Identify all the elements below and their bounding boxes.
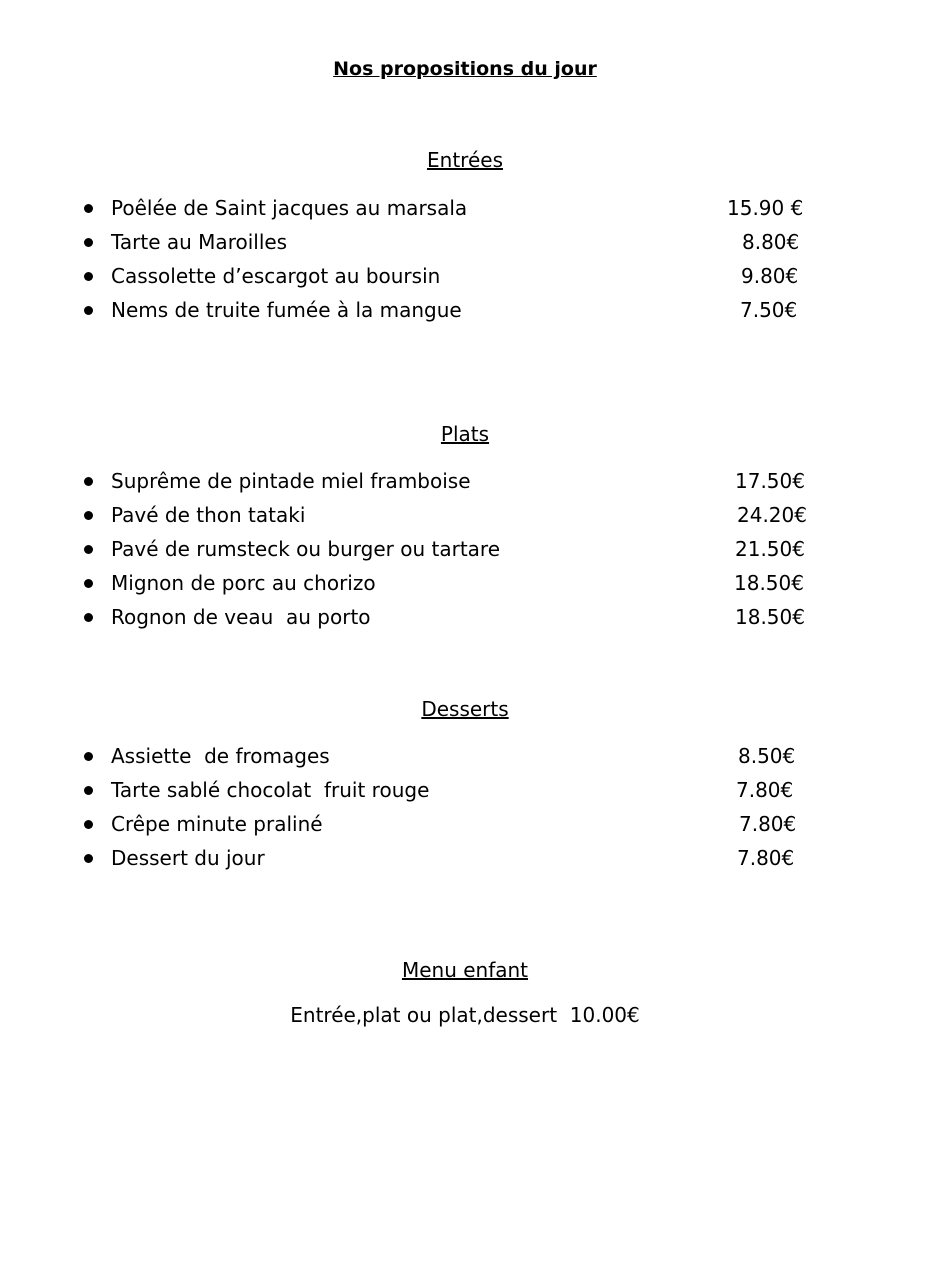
bullet-icon — [84, 786, 93, 795]
item-name: Tarte au Maroilles — [111, 230, 288, 254]
item-name: Mignon de porc au chorizo — [111, 571, 376, 595]
list-item — [0, 807, 930, 841]
item-price: 17.50€ — [735, 469, 805, 493]
bullet-icon — [84, 238, 93, 247]
item-price: 24.20€ — [737, 503, 807, 527]
list-item — [0, 464, 930, 498]
list-item — [0, 225, 930, 259]
item-price: 7.80€ — [736, 778, 794, 802]
menu-enfant-line — [0, 1000, 930, 1030]
item-price: 8.50€ — [738, 744, 796, 768]
list-item — [0, 259, 930, 293]
menu-enfant-heading: Menu enfant — [401, 958, 529, 982]
entrees-list — [0, 191, 930, 327]
plats-heading: Plats — [440, 422, 490, 446]
item-price: 18.50€ — [734, 571, 804, 595]
item-price: 21.50€ — [735, 537, 805, 561]
entrees-heading: Entrées — [427, 148, 503, 172]
list-item — [0, 739, 930, 773]
bullet-icon — [84, 477, 93, 486]
list-item — [0, 191, 930, 225]
item-name: Crêpe minute praliné — [111, 812, 323, 836]
item-name: Rognon de veau au porto — [111, 605, 371, 629]
bullet-icon — [84, 306, 93, 315]
list-item — [0, 773, 930, 807]
item-name: Suprême de pintade miel framboise — [111, 469, 471, 493]
menu-enfant-description: Entrée,plat ou plat,dessert — [290, 1003, 558, 1027]
item-price: 18.50€ — [735, 605, 805, 629]
list-item — [0, 293, 930, 327]
item-name: Pavé de rumsteck ou burger ou tartare — [111, 537, 501, 561]
item-name: Pavé de thon tataki — [111, 503, 306, 527]
item-name: Poêlée de Saint jacques au marsala — [111, 196, 468, 220]
bullet-icon — [84, 545, 93, 554]
item-price: 8.80€ — [742, 230, 800, 254]
list-item — [0, 498, 930, 532]
item-price: 15.90 € — [727, 196, 804, 220]
list-item — [0, 566, 930, 600]
item-price: 9.80€ — [741, 264, 799, 288]
item-price: 7.50€ — [740, 298, 798, 322]
menu-enfant-price: 10.00€ — [569, 1003, 640, 1027]
item-name: Dessert du jour — [111, 846, 265, 870]
bullet-icon — [84, 579, 93, 588]
item-name: Tarte sablé chocolat fruit rouge — [111, 778, 430, 802]
item-price: 7.80€ — [739, 812, 797, 836]
bullet-icon — [84, 204, 93, 213]
list-item — [0, 841, 930, 875]
bullet-icon — [84, 854, 93, 863]
bullet-icon — [84, 820, 93, 829]
plats-list — [0, 464, 930, 634]
bullet-icon — [84, 613, 93, 622]
page-title — [0, 56, 930, 82]
bullet-icon — [84, 511, 93, 520]
desserts-heading: Desserts — [421, 697, 509, 721]
item-name: Cassolette d’escargot au boursin — [111, 264, 441, 288]
list-item — [0, 532, 930, 566]
item-name: Assiette de fromages — [111, 744, 330, 768]
item-price: 7.80€ — [737, 846, 795, 870]
bullet-icon — [84, 272, 93, 281]
page-title-text: Nos propositions du jour — [333, 58, 597, 80]
desserts-list — [0, 739, 930, 875]
bullet-icon — [84, 752, 93, 761]
list-item — [0, 600, 930, 634]
item-name: Nems de truite fumée à la mangue — [111, 298, 462, 322]
